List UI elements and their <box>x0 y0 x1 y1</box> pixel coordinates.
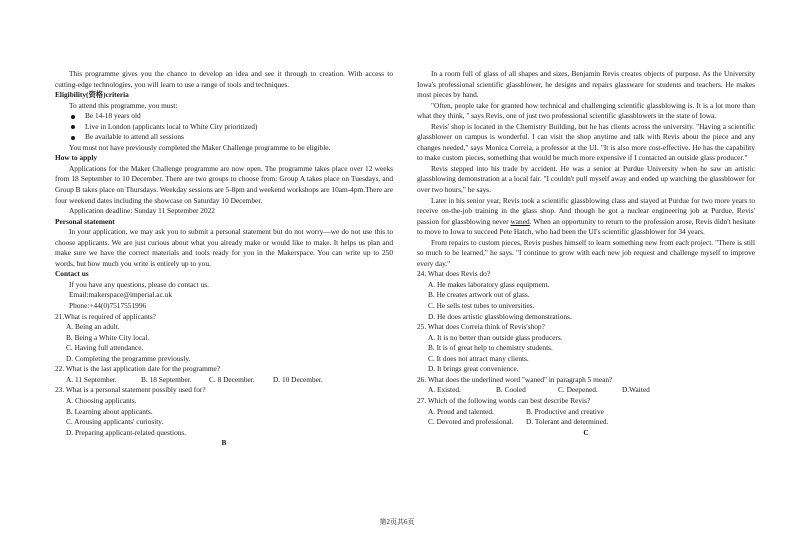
intro-paragraph: This programme gives you the chance to develop an idea and see it through to creation. With access to cutting-edge technologies, you will learn to use a range of tools and techniques. <box>55 69 393 89</box>
passage-paragraph-4: Revis stepped into his trade by accident. He was a senior at Purdue University when he saw an artistic glassblowing demonstration at a local fair. "I couldn't pull myself away and ended up watching the glassblower for over two hours," he says. <box>417 163 755 195</box>
question-27-options-row-1 <box>417 407 755 418</box>
question-27-option[interactable]: A. Proud and talented. <box>428 406 494 416</box>
question-23-option[interactable]: C. Arousing applicants' curiosity. <box>66 417 164 427</box>
question-22-option[interactable]: C. 8 December. <box>209 374 255 384</box>
section-label-b: B <box>221 438 227 448</box>
page-footer: 第2页共6页 <box>379 518 415 526</box>
eligibility-item: Live in London (applicants local to White City prioritized) <box>55 122 393 133</box>
question-26-option[interactable]: C. Deepened. <box>558 385 598 395</box>
eligibility-item: Be available to attend all sessions <box>55 132 393 143</box>
question-27-option[interactable]: D. Tolerant and determined. <box>526 417 609 427</box>
question-22-options <box>55 375 393 386</box>
question-26-options <box>417 385 755 396</box>
question-21-option[interactable]: D. Completing the programme previously. <box>66 353 191 363</box>
eligibility-item: Be 14-18 years old <box>55 111 393 122</box>
question-23-option[interactable]: D. Preparing applicant-related questions. <box>66 427 187 437</box>
question-26-option[interactable]: B. Cooled <box>496 385 526 395</box>
passage-paragraph-5: Later in his senior year, Revis took a scientific glassblowing class and stayed at Purdue for two more years to receive on-the-job training in the glass shop. And though he got a nuclear engineering job at Purdue, Revis' passion for glassblowing never waned. When an opportunity to return to the profession arose, Revis didn't hesitate to move to Iowa to succeed Pete Hatch, who had been the UI's scientific glassblower for 34 years. <box>417 195 755 237</box>
question-26-stem: 26. What does the underlined word "waned" in paragraph 5 mean? <box>417 374 613 384</box>
question-27-options-row-2 <box>417 417 755 428</box>
question-21-option[interactable]: B. Being a White City local. <box>66 332 150 342</box>
passage-paragraph-2: "Often, people take for granted how technical and challenging scientific glassblowing is. It is a lot more than what they think, " says Revis, one of just two professional scientific glassblowers in the state of Iowa. <box>417 100 755 121</box>
question-25-option[interactable]: A. It is no better than outside glass producers. <box>428 332 563 342</box>
question-27-stem: 27. Which of the following words can best describe Revis? <box>417 395 591 405</box>
question-26-option[interactable]: D.Waited <box>622 385 650 395</box>
eligibility-heading: Eligibility(资格)criteria <box>55 90 129 100</box>
question-27-option[interactable]: B. Productive and creative <box>526 406 604 416</box>
apply-heading: How to apply <box>55 153 98 163</box>
question-23-option[interactable]: B. Learning about applicants. <box>66 406 153 416</box>
question-21-stem: 21.What is required of applicants? <box>55 311 156 321</box>
right-column <box>417 69 755 438</box>
contact-heading: Contact us <box>55 269 89 279</box>
question-24-option[interactable]: B. He creates artwork out of glass. <box>428 290 530 300</box>
question-25-option[interactable]: B. It is of great help to chemistry students. <box>428 343 553 353</box>
passage-paragraph-6: From repairs to custom pieces, Revis pushes himself to learn something new from each project. "There is still so much to be learned," he says. "I continue to grow with each new job request and challenge myself to improve every day." <box>417 237 755 268</box>
question-24-option[interactable]: D. He does artistic glassblowing demonstrations. <box>428 311 572 321</box>
contact-lead: If you have any questions, please do contact us. <box>69 279 209 289</box>
bullet-icon <box>71 115 75 119</box>
passage-paragraph-1: In a room full of glass of all shapes and sizes, Benjamin Revis creates objects of purpose. As the University Iowa's professional scientific glassblower, he designs and repairs glassware for students and teachers. He makes most pieces by hand. <box>417 69 755 100</box>
left-column <box>55 69 393 449</box>
question-25-option[interactable]: C. It does not attract many clients. <box>428 353 529 363</box>
question-27-option[interactable]: C. Devoted and professional. <box>428 417 514 427</box>
statement-heading: Personal statement <box>55 216 115 226</box>
question-24-option[interactable]: C. He sells test tubes to universities. <box>428 301 535 311</box>
question-24-stem: 24. What does Revis do? <box>417 269 491 279</box>
statement-paragraph: In your application, we may ask you to submit a personal statement but do not worry—we do not use this to choose applicants. We are just curious about what you already make or would like to make. It helps us plan and make sure we have the correct materials and tools ready for you in the Makerspace. You can write up to 250 words, but how much you write is entirely up to you. <box>55 227 393 268</box>
passage-paragraph-3: Revis' shop is located in the Chemistry Building, but he has clients across the university. "Having a scientific glassblower on campus is wonderful. I can visit the shop anytime and talk with Revis about the piece and any changes needed," says Monica Correia, a professor at the UI. "It is also more cost-effective. He has the capability to make custom pieces, something that would be much more expensive if I contacted an outside glass producer." <box>417 121 755 163</box>
eligibility-lead: To attend this programme, you must: <box>69 100 178 110</box>
question-21-option[interactable]: C. Having full attendance. <box>66 343 144 353</box>
question-23-option[interactable]: A. Choosing applicants. <box>66 395 137 405</box>
section-label-c: C <box>583 427 589 437</box>
question-25-option[interactable]: D. It brings great convenience. <box>428 364 519 374</box>
bullet-icon <box>71 136 75 140</box>
question-22-stem: 22. What is the last application date for the programme? <box>55 364 221 374</box>
question-26-option[interactable]: A. Existed. <box>428 385 461 395</box>
question-25-stem: 25. What does Correia think of Revis'shop? <box>417 322 545 332</box>
question-22-option[interactable]: A. 11 September. <box>66 374 117 384</box>
underlined-word: waned <box>510 216 530 226</box>
apply-paragraph: Applications for the Maker Challenge programme are now open. The programme takes place over 12 weeks from 18 September to 10 December. There are two groups to choose from: Group A takes place on Tuesdays, and Group B takes place on Thursdays. Weekday sessions are 5-8pm and weekend workshops are 10am-4pm.There are four weekend dates including the showcase on Saturday 10 December. <box>55 163 393 205</box>
eligibility-note: You must not have previously completed the Maker Challenge programme to be eligible. <box>69 142 331 152</box>
bullet-icon <box>71 125 75 129</box>
question-22-option[interactable]: B. 18 September. <box>141 374 192 384</box>
contact-phone: Phone:+44(0)7517551996 <box>69 301 147 311</box>
application-deadline: Application deadline: Sunday 11 September 2022 <box>69 206 215 216</box>
question-24-option[interactable]: A. He makes laboratory glass equipment. <box>428 279 550 289</box>
question-22-option[interactable]: D. 10 December. <box>273 374 323 384</box>
question-23-stem: 23. What is a personal statement possibly used for? <box>55 385 206 395</box>
contact-email: Email:makerspace@imperial.ac.uk <box>69 290 173 300</box>
question-21-option[interactable]: A. Being an adult. <box>66 322 120 332</box>
